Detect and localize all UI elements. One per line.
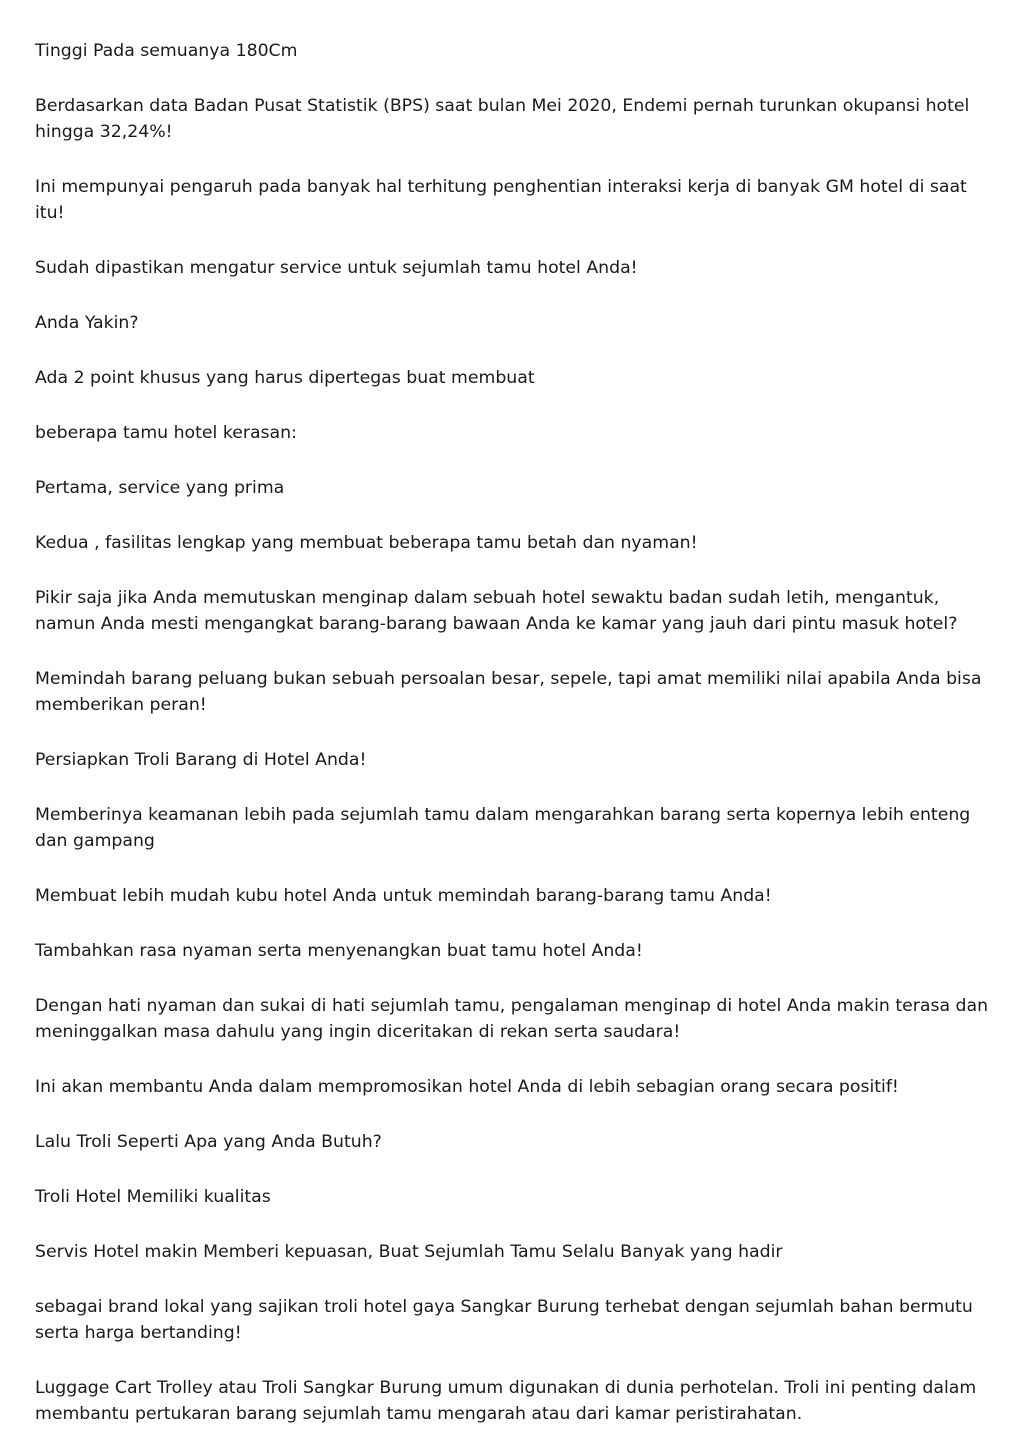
paragraph: Ini mempunyai pengaruh pada banyak hal terhitung penghentian interaksi kerja di banyak GM hotel di saat itu! xyxy=(35,177,967,223)
paragraph: Servis Hotel makin Memberi kepuasan, Buat Sejumlah Tamu Selalu Banyak yang hadir xyxy=(35,1242,783,1262)
paragraph: Memindah barang peluang bukan sebuah persoalan besar, sepele, tapi amat memiliki nilai apabila Anda bisa memberikan peran! xyxy=(35,669,982,715)
paragraph: Kedua , fasilitas lengkap yang membuat beberapa tamu betah dan nyaman! xyxy=(35,533,698,553)
paragraph: Berdasarkan data Badan Pusat Statistik (BPS) saat bulan Mei 2020, Endemi pernah turunkan okupansi hotel hingga 32,24%! xyxy=(35,96,970,142)
paragraph: Anda Yakin? xyxy=(35,313,139,333)
paragraph: Ini akan membantu Anda dalam mempromosikan hotel Anda di lebih sebagian orang secara positif! xyxy=(35,1077,899,1097)
paragraph: Memberinya keamanan lebih pada sejumlah tamu dalam mengarahkan barang serta kopernya lebih enteng dan gampang xyxy=(35,805,971,851)
paragraph: Tinggi Pada semuanya 180Cm xyxy=(35,41,298,61)
paragraph: Membuat lebih mudah kubu hotel Anda untuk memindah barang-barang tamu Anda! xyxy=(35,886,772,906)
paragraph: beberapa tamu hotel kerasan: xyxy=(35,423,297,443)
paragraph: Ada 2 point khusus yang harus dipertegas buat membuat xyxy=(35,368,535,388)
paragraph: Pikir saja jika Anda memutuskan menginap dalam sebuah hotel sewaktu badan sudah letih, mengantuk, namun Anda mesti mengangkat barang-barang bawaan Anda ke kamar yang jauh dari pintu masuk hotel? xyxy=(35,588,958,634)
document-body xyxy=(35,38,995,1456)
paragraph: Pertama, service yang prima xyxy=(35,478,285,498)
paragraph: Lalu Troli Seperti Apa yang Anda Butuh? xyxy=(35,1132,382,1152)
paragraph: Persiapkan Troli Barang di Hotel Anda! xyxy=(35,750,367,770)
paragraph: sebagai brand lokal yang sajikan troli hotel gaya Sangkar Burung terhebat dengan sejumlah bahan bermutu serta harga bertanding! xyxy=(35,1297,973,1343)
paragraph: Dengan hati nyaman dan sukai di hati sejumlah tamu, pengalaman menginap di hotel Anda makin terasa dan meninggalkan masa dahulu yang ingin diceritakan di rekan serta saudara! xyxy=(35,996,989,1042)
paragraph: Sudah dipastikan mengatur service untuk sejumlah tamu hotel Anda! xyxy=(35,258,638,278)
paragraph: Troli Hotel Memiliki kualitas xyxy=(35,1187,271,1207)
paragraph: Luggage Cart Trolley atau Troli Sangkar Burung umum digunakan di dunia perhotelan. Troli ini penting dalam membantu pertukaran barang sejumlah tamu mengarah atau dari kamar peristirahatan. xyxy=(35,1378,977,1424)
paragraph: Tambahkan rasa nyaman serta menyenangkan buat tamu hotel Anda! xyxy=(35,941,643,961)
